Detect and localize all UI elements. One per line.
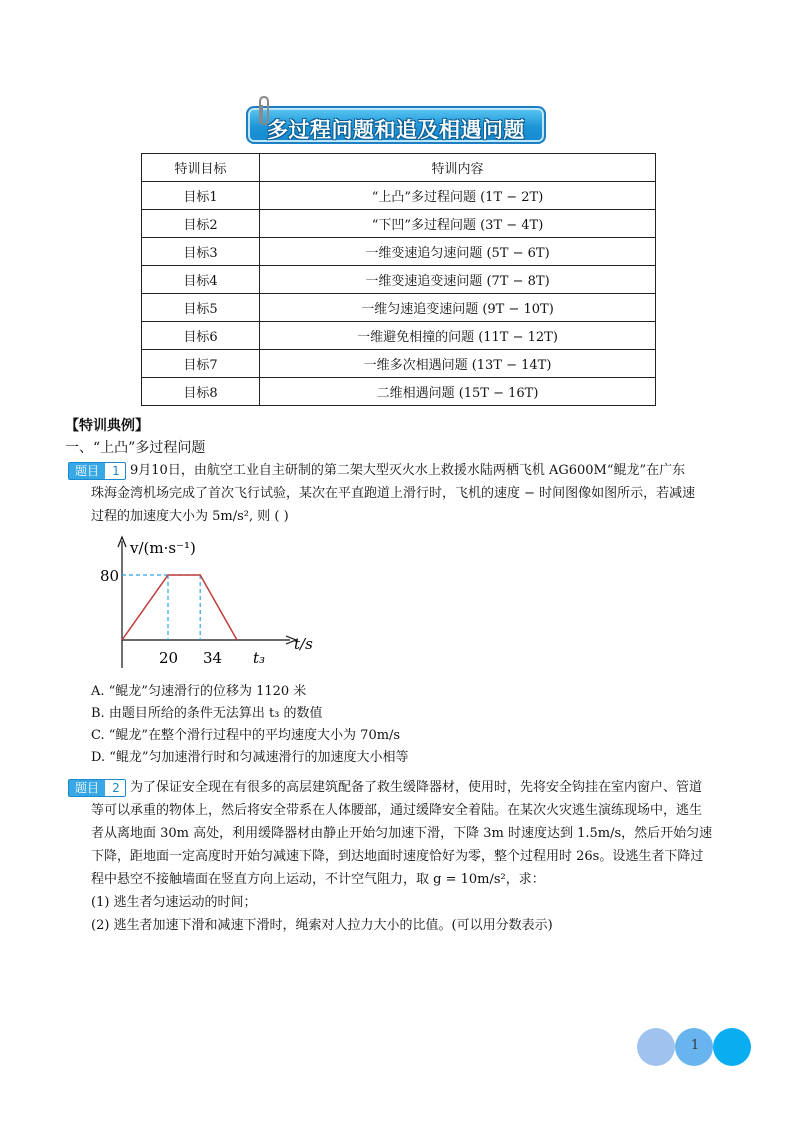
table-row [142, 350, 656, 378]
question-tag-number: 1 [112, 464, 120, 478]
question-tag [68, 779, 126, 797]
velocity-series-line [122, 575, 237, 640]
section-title: 【特训典例】 [65, 418, 149, 434]
x-tick-label: 34 [203, 649, 223, 667]
table-cell: 一维避免相撞的问题 (11T − 12T) [260, 322, 656, 350]
option-d: D. “鲲龙”匀加速滑行时和匀减速滑行的加速度大小相等 [91, 750, 409, 765]
table-row [142, 378, 656, 406]
table-cell: 目标7 [142, 350, 260, 378]
q2-subquestion-2: (2) 逃生者加速下滑和减速下滑时，绳索对人拉力大小的比值。(可以用分数表示) [91, 918, 553, 933]
q2-line: 为了保证安全现在有很多的高层建筑配备了救生缓降器材，使用时，先将安全钩挂在室内窗户、管道 [130, 780, 703, 795]
q2-line: 下降，距地面一定高度时开始匀减速下降，到达地面时速度恰好为零，整个过程用时 26s。设逃生者下降过 [91, 849, 704, 864]
table-cell: 目标1 [142, 182, 260, 210]
question-tag-label: 题目 [69, 463, 105, 479]
option-c: C. “鲲龙”在整个滑行过程中的平均速度大小为 70m/s [91, 728, 401, 743]
table-header-row [142, 154, 656, 182]
table-cell: 目标6 [142, 322, 260, 350]
y-tick-label: 80 [100, 567, 120, 585]
table-cell: 二维相遇问题 (15T − 16T) [260, 378, 656, 406]
badge-circle [713, 1028, 751, 1066]
table-row [142, 322, 656, 350]
table-cell: 一维变速追匀速问题 (5T − 6T) [260, 238, 656, 266]
header-cell: 特训内容 [260, 154, 656, 182]
x-axis-label: t/s [294, 635, 313, 653]
option-b: B. 由题目所给的条件无法算出 t₃ 的数值 [91, 706, 323, 721]
q1-line: 9月10日，由航空工业自主研制的第二架大型灭火水上救援水陆两栖飞机 AG600M“鲲龙”在广东 [130, 463, 686, 478]
q1-line: 过程的加速度大小为 5m/s², 则 ( ) [91, 509, 289, 524]
title-banner [246, 106, 546, 144]
table-cell: 一维变速追变速问题 (7T − 8T) [260, 266, 656, 294]
table-cell: 目标8 [142, 378, 260, 406]
table-cell: 一维多次相遇问题 (13T − 14T) [260, 350, 656, 378]
table-row [142, 210, 656, 238]
page-number: 1 [690, 1038, 700, 1053]
q2-line: 等可以承重的物体上，然后将安全带系在人体腰部，通过缓降安全着陆。在某次火灾逃生演练现场中，逃生 [91, 803, 703, 818]
velocity-time-chart [100, 533, 320, 668]
table-cell: 目标3 [142, 238, 260, 266]
table-cell: 目标4 [142, 266, 260, 294]
table-cell: “上凸”多过程问题 (1T − 2T) [260, 182, 656, 210]
y-axis-label: v/(m·s⁻¹) [130, 539, 196, 557]
q2-line: 者从离地面 30m 高处，利用缓降器材由静止开始匀加速下滑，下降 3m 时速度达到 1.5m/s，然后开始匀速 [91, 826, 713, 841]
question-tag-label: 题目 [69, 780, 105, 796]
table-row [142, 294, 656, 322]
option-a: A. “鲲龙”匀速滑行的位移为 1120 米 [91, 684, 307, 699]
question-tag-number: 2 [112, 781, 120, 795]
table-cell: 目标2 [142, 210, 260, 238]
x-tick-label: 20 [159, 649, 179, 667]
x-tick-label: t₃ [253, 649, 266, 667]
table-cell: 一维匀速追变速问题 (9T − 10T) [260, 294, 656, 322]
q1-line: 珠海金湾机场完成了首次飞行试验，某次在平直跑道上滑行时，飞机的速度 − 时间图像如图所示，若减速 [91, 486, 696, 501]
targets-table [141, 153, 656, 406]
table-row [142, 266, 656, 294]
q2-subquestion-1: (1) 逃生者匀速运动的时间； [91, 895, 257, 910]
paperclip-icon [252, 94, 274, 128]
header-cell: 特训目标 [142, 154, 260, 182]
question-tag [68, 462, 126, 480]
q2-line: 程中悬空不接触墙面在竖直方向上运动，不计空气阻力，取 g = 10m/s²，求： [91, 872, 545, 887]
table-row [142, 182, 656, 210]
sub-section-title: 一、“上凸”多过程问题 [65, 440, 206, 456]
page-title: 多过程问题和追及相遇问题 [267, 118, 525, 142]
badge-circle [637, 1028, 675, 1066]
table-cell: 目标5 [142, 294, 260, 322]
table-row [142, 238, 656, 266]
table-cell: “下凹”多过程问题 (3T − 4T) [260, 210, 656, 238]
